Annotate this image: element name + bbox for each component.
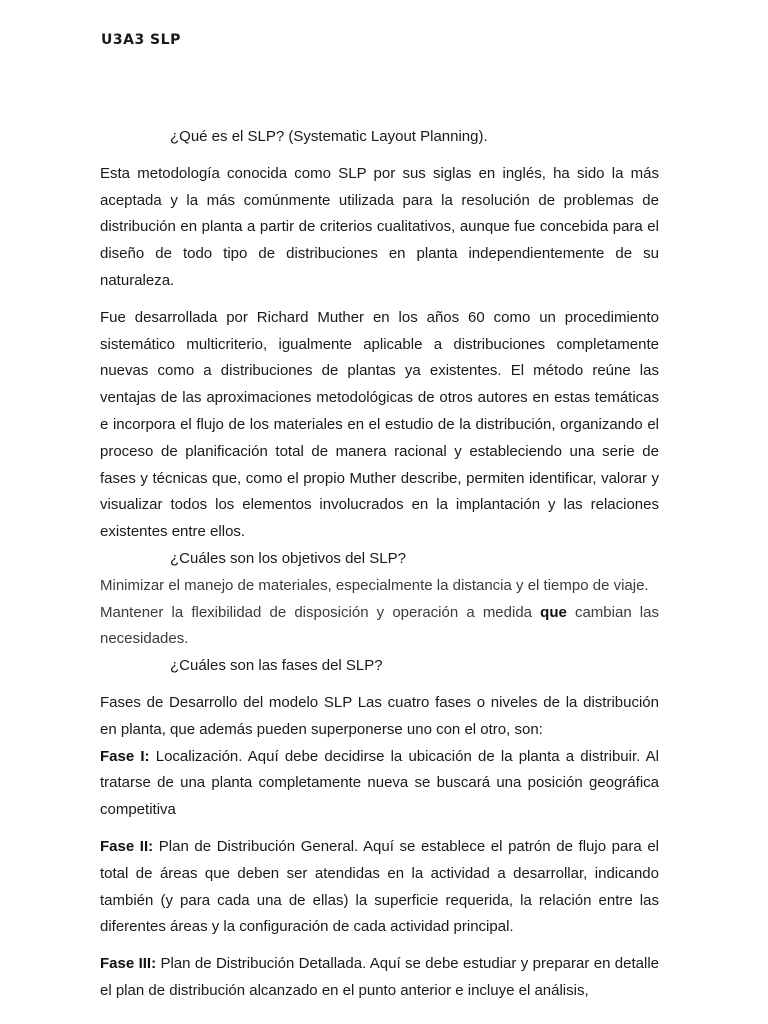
phase-text: Localización. Aquí debe decidirse la ubicación de la planta a distribuir. Al tratarse de una planta completamente nueva se buscará una posición geográfica competitiva [100, 747, 660, 819]
phase-paragraph [100, 834, 659, 941]
paragraph: Esta metodología conocida como SLP por sus siglas en inglés, ha sido la más aceptada y la más comúnmente utilizada para la resolución de problemas de distribución en planta a partir de criterios cualitativos, aunque fue concebida para el diseño de todo tipo de distribuciones en planta independientemente de su naturaleza. [100, 164, 659, 289]
objective-text: Mantener la flexibilidad de disposición y operación a medida [100, 603, 541, 621]
phase-paragraph [100, 744, 659, 824]
phase-paragraph [100, 951, 659, 1005]
objective-bold-word: que [540, 603, 567, 621]
document-body [100, 124, 659, 1005]
phase-text: Plan de Distribución General. Aquí se establece el patrón de flujo para el total de áreas que deben ser atendidas en la actividad a desarrollar, indicando también (y para cada una de ellas) la superficie requerida, la relación entre las diferentes áreas y la configuración de cada actividad principal. [100, 837, 659, 936]
phase-label: Fase III: [100, 955, 157, 973]
objective-text: cambian las necesidades. [100, 603, 659, 648]
phase-label: Fase II: [100, 837, 154, 855]
objective-item: Minimizar el manejo de materiales, especialmente la distancia y el tiempo de viaje. [100, 576, 649, 594]
paragraph: Fue desarrollada por Richard Muther en los años 60 como un procedimiento sistemático multicriterio, igualmente aplicable a distribuciones completamente nuevas como a distribuciones de plantas ya existentes. El método reúne las ventajas de las aproximaciones metodológicas de otros autores en estas temáticas e incorpora el flujo de los materiales en el estudio de la distribución, organizando el proceso de planificación total de manera racional y estableciendo una serie de fases y técnicas que, como el propio Muther describe, permiten identificar, valorar y visualizar todos los elementos involucrados en la implantación y las relaciones existentes entre ellos. [100, 308, 659, 541]
phase-text: Plan de Distribución Detallada. Aquí se debe estudiar y preparar en detalle el plan de distribución alcanzado en el punto anterior e incluye el análisis, [100, 955, 659, 999]
question-heading: ¿Cuáles son los objetivos del SLP? [170, 549, 406, 567]
phase-label: Fase I: [100, 747, 150, 765]
document-header: U3A3 SLP [101, 32, 181, 48]
objective-item [100, 600, 659, 654]
paragraph: Fases de Desarrollo del modelo SLP Las cuatro fases o niveles de la distribución en planta, que además pueden superponerse uno con el otro, son: [100, 693, 659, 738]
question-heading: ¿Cuáles son las fases del SLP? [170, 657, 383, 675]
question-heading: ¿Qué es el SLP? (Systematic Layout Planning). [170, 128, 488, 145]
